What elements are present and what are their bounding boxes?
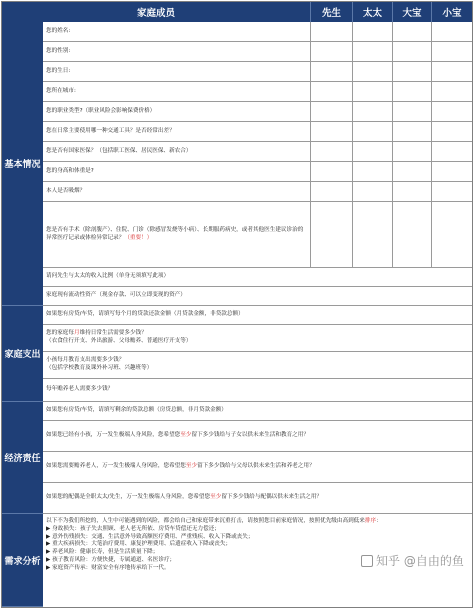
- answer-cell-husband[interactable]: [311, 62, 353, 81]
- header-husband: 先生: [311, 2, 353, 22]
- row-elder-support: [43, 379, 472, 402]
- question-text: 您的生日:: [43, 62, 311, 81]
- row-monthly-living: [43, 325, 472, 352]
- answer-cell-husband[interactable]: [311, 122, 353, 141]
- answer-cell-husband[interactable]: [311, 182, 353, 201]
- risk-item: ▶ 重大疾病损失：大笔治疗费用、康复护理费用、后遗症收入下降或丧失；: [46, 541, 232, 548]
- important-note: （重要！）: [124, 234, 153, 241]
- section-duty: 经济责任: [2, 402, 43, 514]
- answer-cell-elder-child[interactable]: [393, 122, 432, 141]
- question-text: 如果您的配偶是全职太太/先生，万一发生极端人身风险，您希望您至少留下多少钱给与配偶以供未来生活之用？: [46, 494, 323, 501]
- answer-cell-elder-child[interactable]: [393, 82, 432, 101]
- row-gender: [43, 42, 472, 62]
- question-text: 您的身高和体重是?: [43, 162, 311, 181]
- question-text: 本人是否吸烟？: [43, 182, 311, 201]
- header-younger-child: 小宝: [432, 2, 472, 22]
- question-text: 您是否有手术（除剖腹产）、住院、门诊（除感冒发烧等小病）、长期服药病史，或者其他医生建议诊治的异常医疗记录或体检异常记录？（重要！）: [43, 202, 311, 267]
- answer-cell-younger-child[interactable]: [432, 102, 472, 121]
- row-parents-fund: [43, 452, 472, 483]
- question-rows: [43, 22, 472, 607]
- answer-cell-younger-child[interactable]: [432, 82, 472, 101]
- family-insurance-sheet: [1, 1, 473, 608]
- question-text: 小孩每月教育支出需要多少钱？ （包括学校教育及课外补习班、兴趣班等）: [46, 357, 153, 371]
- zhihu-icon: [361, 555, 373, 567]
- question-text: 请问先生与太太的收入比例（单身无须填写此项）: [46, 273, 170, 280]
- row-city: [43, 82, 472, 102]
- answer-cell-wife[interactable]: [353, 62, 393, 81]
- answer-cell-younger-child[interactable]: [432, 142, 472, 161]
- answer-cell-wife[interactable]: [353, 42, 393, 61]
- row-smoking: [43, 182, 472, 202]
- row-transport: [43, 122, 472, 142]
- question-text: 如果您有房贷/车贷，请填写每个月的贷款还款金额（月贷款金额，非贷款总额）: [46, 311, 244, 318]
- risk-item: ▶ 家庭资产传承：财富安全有序地传承给下一代。: [46, 564, 170, 571]
- question-text: 每年赡养老人需要多少钱？: [46, 386, 114, 393]
- question-text: 您在日常主要使用哪一种交通工具？是否经常出差？: [43, 122, 311, 141]
- answer-cell-elder-child[interactable]: [393, 22, 432, 41]
- question-text: 您是否有国家医保？（包括职工医保、居民医保、新农合）: [43, 142, 311, 161]
- answer-cell-elder-child[interactable]: [393, 182, 432, 201]
- risk-item: ▶ 孩子教育风险：方便快捷，专属通道、名医诊疗；: [46, 556, 176, 563]
- row-remaining-loan: [43, 402, 472, 421]
- answer-cell-wife[interactable]: [353, 82, 393, 101]
- row-monthly-loan: [43, 306, 472, 325]
- answer-cell-husband[interactable]: [311, 82, 353, 101]
- answer-cell-elder-child[interactable]: [393, 162, 432, 181]
- question-text: 如果您需要赡养老人，万一发生极端人身风险，您希望您至少留下多少钱给与父母以供未来生活和养老之用？: [46, 463, 315, 470]
- answer-cell-husband[interactable]: [311, 202, 353, 267]
- answer-cell-elder-child[interactable]: [393, 102, 432, 121]
- answer-cell-husband[interactable]: [311, 22, 353, 41]
- answer-cell-wife[interactable]: [353, 122, 393, 141]
- row-birthday: [43, 62, 472, 82]
- question-text: 您的家庭每月维持日常生活需要多少钱？ （衣食住行开支、外出旅游、父母赡养、普通医疗开支等）: [46, 330, 192, 344]
- row-children-fund: [43, 421, 472, 452]
- header-wife: 太太: [353, 2, 393, 22]
- answer-cell-husband[interactable]: [311, 162, 353, 181]
- question-text: 如果您已经有小孩，万一发生极端人身风险，您希望您至少留下多少钱给与子女以供未来生活和教育之用？: [46, 432, 309, 439]
- row-name: [43, 22, 472, 42]
- answer-cell-husband[interactable]: [311, 102, 353, 121]
- answer-cell-wife[interactable]: [353, 102, 393, 121]
- risk-item: ▶ 养老风险：健康长寿，但是生活质量下降；: [46, 549, 159, 556]
- question-text: 您的性别:: [43, 42, 311, 61]
- header-elder-child: 大宝: [393, 2, 432, 22]
- question-text: 家庭现有流动性资产（现金存款、可以立即变现的资产）: [46, 292, 186, 299]
- row-height-weight: [43, 162, 472, 182]
- section-needs: 需求分析: [2, 514, 43, 607]
- answer-cell-wife[interactable]: [353, 22, 393, 41]
- question-text: 您的姓名:: [43, 22, 311, 41]
- row-medical-insurance: [43, 142, 472, 162]
- answer-cell-wife[interactable]: [353, 142, 393, 161]
- watermark: 知乎 @自由的鱼: [361, 552, 464, 569]
- risk-item: ▶ 意外伤残损失：交通、生活意外导致高额医疗费用、严重残疾、收入下降或丧失；: [46, 533, 254, 540]
- header-family-members: 家庭成员: [2, 2, 311, 22]
- row-spouse-fund: [43, 483, 472, 514]
- section-basic: 基本情况: [2, 22, 43, 306]
- answer-cell-younger-child[interactable]: [432, 42, 472, 61]
- answer-cell-younger-child[interactable]: [432, 162, 472, 181]
- question-text: 如果您有房贷/车贷，请填写剩余的贷款总额（房贷总额，非月贷款金额）: [46, 407, 227, 414]
- risk-item: ▶ 身故损失：孩子失去照顾、老人老无所依、房贷车贷偿还无力偿还；: [46, 525, 220, 532]
- answer-cell-elder-child[interactable]: [393, 42, 432, 61]
- answer-cell-wife[interactable]: [353, 182, 393, 201]
- answer-cell-husband[interactable]: [311, 142, 353, 161]
- answer-cell-husband[interactable]: [311, 42, 353, 61]
- question-text: 您的职业类型?（职业风险会影响保费价格）: [43, 102, 311, 121]
- answer-cell-wife[interactable]: [353, 162, 393, 181]
- row-liquid-assets: [43, 287, 472, 306]
- answer-cell-younger-child[interactable]: [432, 182, 472, 201]
- answer-cell-younger-child[interactable]: [432, 122, 472, 141]
- answer-cell-younger-child[interactable]: [432, 22, 472, 41]
- answer-cell-elder-child[interactable]: [393, 142, 432, 161]
- answer-cell-elder-child[interactable]: [393, 202, 432, 267]
- answer-cell-wife[interactable]: [353, 202, 393, 267]
- section-spending: 家庭支出: [2, 306, 43, 402]
- row-income-ratio: [43, 268, 472, 287]
- row-occupation: [43, 102, 472, 122]
- row-medical-history: [43, 202, 472, 268]
- row-child-education: [43, 352, 472, 379]
- answer-cell-younger-child[interactable]: [432, 62, 472, 81]
- needs-analysis-text: 以下不为我们所挖的，人生中可能遇到的风险，都会给自己和家庭带来沉重打击，请按照您目前家庭情况，按照优先级由高到低来排序： ▶ 身故损失：孩子失去照顾、老人老无所依、房贷车贷偿还无力偿还； ▶ 意外伤残损失：交通、生活意外导致高额医疗费用、严重残疾、收入下降或丧失； ▶ 重大疾病损失：大笔治疗费用、康复护理费用、后遗症收入下降或丧失； ▶ 养老风险：健康长寿，但是生活质量下降； ▶ 孩子教育风险：方便快捷，专属通道、名医诊疗； ▶ 家庭资产传承：财富安全有序地传承给下一代。: [46, 518, 382, 571]
- question-text: 您所在城市:: [43, 82, 311, 101]
- answer-cell-younger-child[interactable]: [432, 202, 472, 267]
- answer-cell-elder-child[interactable]: [393, 62, 432, 81]
